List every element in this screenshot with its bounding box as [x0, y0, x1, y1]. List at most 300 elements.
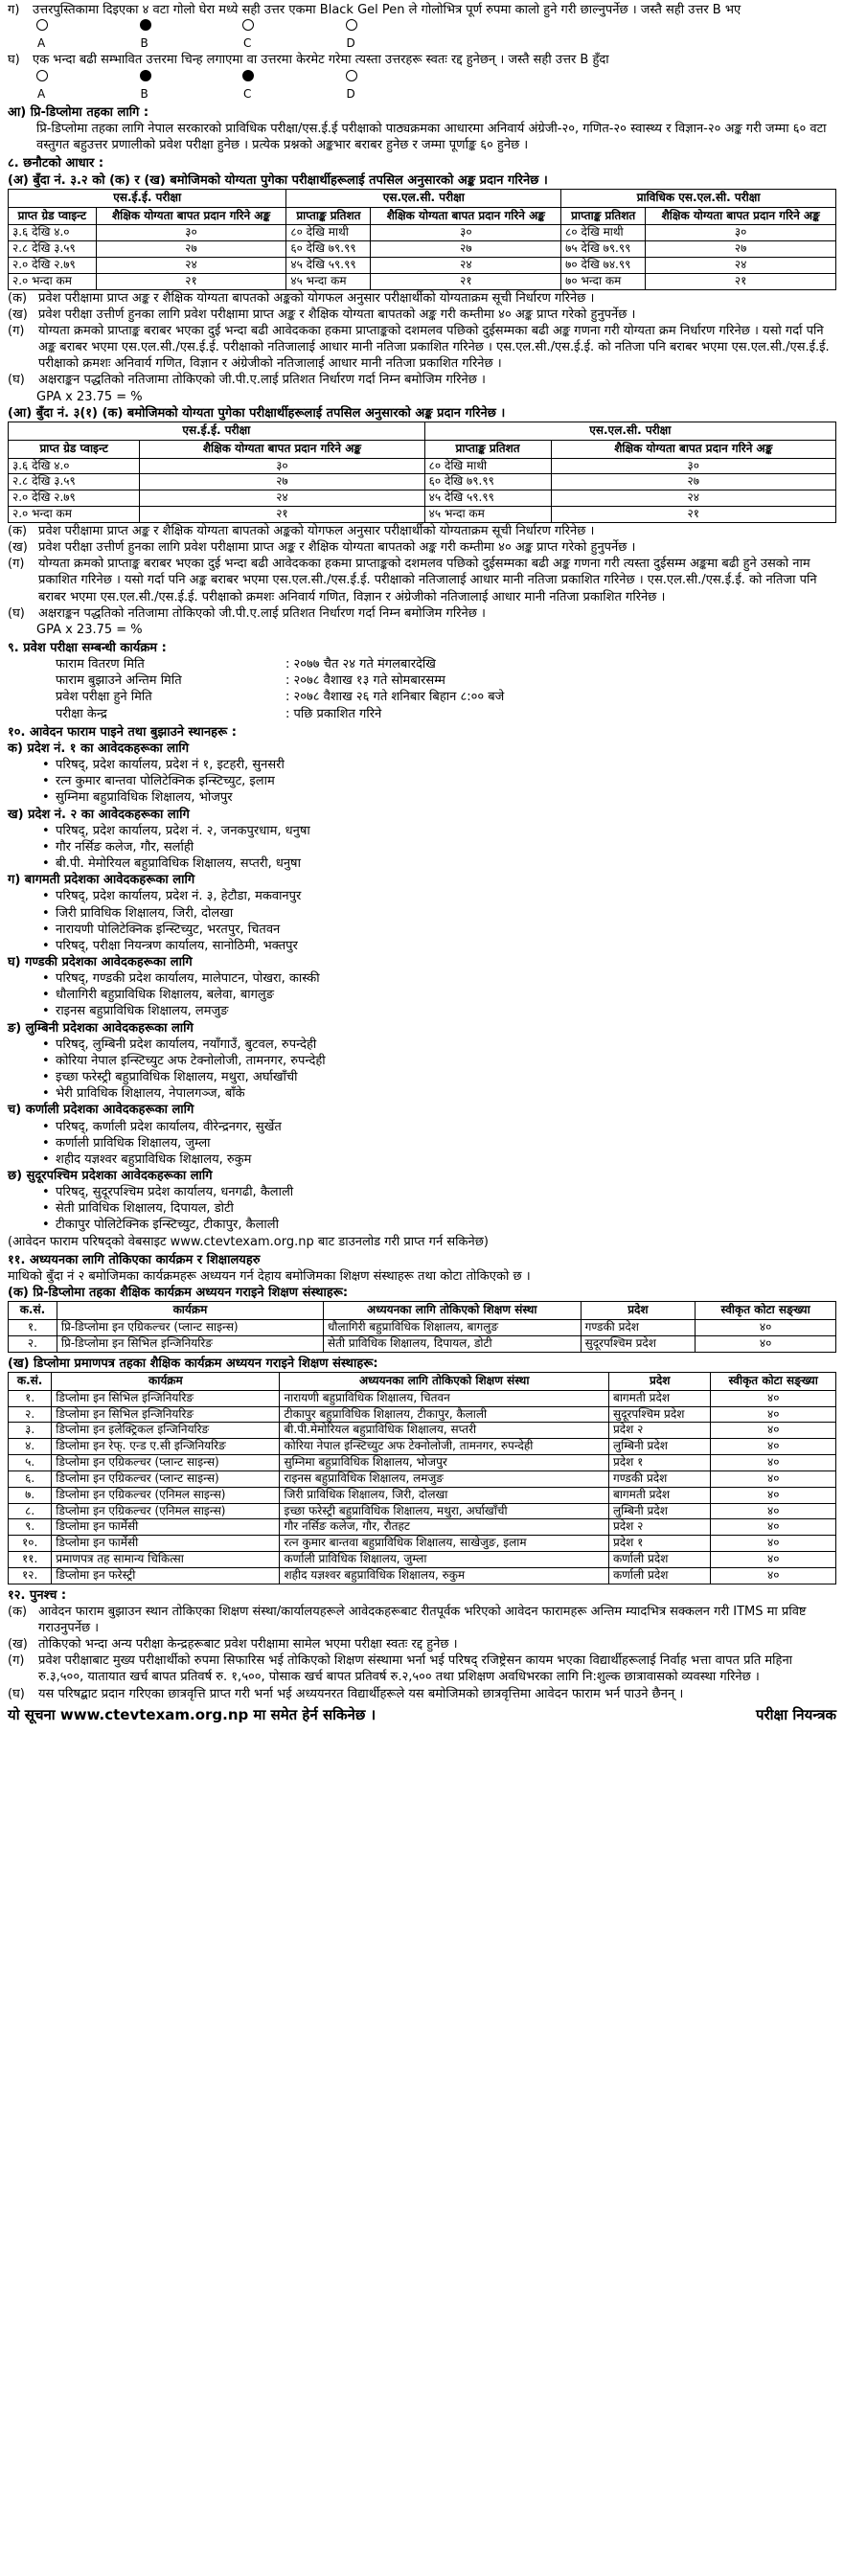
note-label: (घ) [8, 605, 25, 621]
note-text: प्रवेश परीक्षा उत्तीर्ण हुनका लागि प्रवेश परीक्षामा प्राप्त अङ्क र शैक्षिक योग्यता बापतको अङ्क गरी कम्तीमा ४० अङ्क प्राप्त गरेको हुनुपर्नेछ । [38, 307, 636, 322]
table-row [9, 1320, 836, 1336]
section8-sub-a: (अ) बुँदा नं. ३.२ को (क) र (ख) बमोजिमको योग्यता पुगेका परीक्षार्थीहरूलाई तपसिल अनुसारको अङ्क प्रदान गरिनेछ । [8, 172, 548, 188]
table-cell: ४० [696, 1320, 836, 1336]
list-item: • इच्छा फरेस्ट्री बहुप्राविधिक शिक्षालय, मथुरा, अर्घाखाँची [56, 1069, 836, 1085]
table-header: क.सं. [9, 1372, 52, 1390]
table-row [9, 490, 836, 507]
section8-title: ८. छनौटको आधार : [8, 156, 104, 171]
note-item [8, 605, 836, 622]
grading-table-2 [8, 422, 836, 523]
section12-title: १२. पुनश्च : [8, 1587, 67, 1603]
table-cell: ४० [711, 1567, 836, 1584]
province-block [8, 1020, 836, 1103]
table-cell: ३० [371, 225, 561, 241]
table1-header: प्राप्ताङ्क प्रतिशत [561, 207, 646, 225]
note-label: (क) [8, 1604, 28, 1619]
note-text: योग्यता क्रमको प्राप्ताङ्क बराबर भएका दुई भन्दा बढी आवेदकका हकमा प्राप्ताङ्कको दशमलव पछिको दुईसम्मका बढी अङ्क गणना गरी त्यस्ता दुईसम्म अङ्कमा बढी हुने उसको नाम प्रकाशित गरिनेछ । यसो गर्दा पनि अङ्क बराबर भएमा एस.एल.सी./एस.ई.ई. परीक्षाको नतिजालाई आधार मानी नतिजा प्रकाशित गरिनेछ । एस.एल.सी./एस.ई.ई. को नतिजा पनि बराबर भएमा एस.एल.सी./एस.ई.ई. परीक्षाको क्रमशः अनिवार्य गणित, विज्ञान र अंग्रेजीको नतिजालाई आधार मानी नतिजा प्रकाशित गरिनेछ । [38, 557, 817, 604]
note-label: (ख) [8, 307, 28, 322]
table-cell: २४ [96, 258, 286, 274]
table-row [9, 273, 836, 289]
answer-option [140, 70, 243, 103]
filled-circle-icon [140, 70, 151, 81]
list-item: • टीकापुर पोलिटेक्निक इन्स्टिच्युट, टीकापुर, कैलाली [56, 1217, 836, 1233]
table-cell: ४० [711, 1487, 836, 1503]
table-cell: ४० [711, 1390, 836, 1406]
filled-circle-icon [140, 19, 151, 31]
province-title: क) प्रदेश नं. १ का आवेदकहरूका लागि [8, 741, 190, 756]
note-item [8, 290, 836, 307]
diploma-programs-table [8, 1372, 836, 1584]
province-location-list [8, 1184, 836, 1233]
list-item: • राइनस बहुप्राविधिक शिक्षालय, लमजुङ [56, 1003, 836, 1019]
list-item: • बी.पी. मेमोरियल बहुप्राविधिक शिक्षालय, सप्तरी, धनुषा [56, 855, 836, 872]
list-item: • भेरी प्राविधिक शिक्षालय, नेपालगञ्ज, बाँके [56, 1085, 836, 1102]
option-letter: C [243, 36, 252, 51]
table-row [9, 474, 836, 490]
table-cell: डिप्लोमा इन फरेस्ट्री [52, 1567, 280, 1584]
table-row [9, 1455, 836, 1471]
province-title: छ) सुदूरपश्चिम प्रदेशका आवेदकहरूका लागि [8, 1169, 213, 1183]
table-cell: ७० देखि ७४.९९ [561, 258, 646, 274]
note-text: आवेदन फाराम बुझाउन स्थान तोकिएका शिक्षण संस्था/कार्यालयहरूले आवेदकहरूबाट रीतपूर्वक भरिएको आवेदन फारामहरू अन्तिम म्यादभित्र सक्कलन गरी ITMS मा प्रविष्ट गराउनुपर्नेछ । [38, 1604, 807, 1635]
empty-circle-icon [346, 19, 357, 31]
table-cell: सुदूरपश्चिम प्रदेश [608, 1406, 711, 1423]
note-text: प्रवेश परीक्षामा प्राप्त अङ्क र शैक्षिक योग्यता बापतको अङ्कको योगफल अनुसार परीक्षार्थीको योग्यताक्रम सूची निर्धारण गरिनेछ । [38, 523, 595, 538]
table-cell: ३० [96, 225, 286, 241]
answer-bubbles-example-2 [36, 70, 448, 103]
section11-intro: माथिको बुँदा नं २ बमोजिमका कार्यक्रमहरू अध्ययन गर्न देहाय बमोजिमका शिक्षण संस्थाहरू तथा कोटा तोकिएको छ । [8, 1268, 531, 1284]
table-cell: सुम्निमा बहुप्राविधिक शिक्षालय, भोजपुर [280, 1455, 609, 1471]
province-block [8, 954, 836, 1020]
note-text: प्रवेश परीक्षामा प्राप्त अङ्क र शैक्षिक योग्यता बापतको अङ्कको योगफल अनुसार परीक्षार्थीको योग्यताक्रम सूची निर्धारण गरिनेछ । [38, 290, 595, 306]
list-item: • परिषद्, कर्णाली प्रदेश कार्यालय, वीरेन्द्रनगर, सुर्खेत [56, 1119, 836, 1135]
table-cell: सुदूरपश्चिम प्रदेश [581, 1335, 696, 1352]
table-cell: २४ [646, 258, 836, 274]
table-row [9, 1406, 836, 1423]
table-header: प्रदेश [581, 1302, 696, 1320]
table-cell: २१ [646, 273, 836, 289]
table1-group-slc: एस.एल.सी. परीक्षा [286, 189, 561, 207]
table-cell: २१ [371, 273, 561, 289]
table-cell: २७ [96, 241, 286, 258]
table-cell: प्रि-डिप्लोमा इन एग्रिकल्चर (प्लान्ट साइन्स) [57, 1320, 323, 1336]
table-cell: डिप्लोमा इन एग्रिकल्चर (एनिमल साइन्स) [52, 1487, 280, 1503]
table-cell: ४० [711, 1455, 836, 1471]
table-cell: २७ [646, 241, 836, 258]
note-label: (ख) [8, 1637, 28, 1653]
list-item: • परिषद्, परीक्षा नियन्त्रण कार्यालय, सानोठिमी, भक्तपुर [56, 938, 836, 954]
gpa-formula-a: GPA x 23.75 = % [36, 389, 143, 404]
table-cell: १०. [9, 1536, 52, 1552]
note-item [8, 523, 836, 539]
table-cell: डिप्लोमा इन रेफ्. एन्ड ए.सी इन्जिनियरिङ [52, 1439, 280, 1455]
table-cell: लुम्बिनी प्रदेश [608, 1439, 711, 1455]
province-location-list [8, 1037, 836, 1103]
table-cell: इच्छा फरेस्ट्री बहुप्राविधिक शिक्षालय, मथुरा, अर्घाखाँची [280, 1503, 609, 1519]
note-item [8, 1636, 836, 1653]
table-cell: ८० देखि माथी [424, 458, 551, 474]
schedule-label: फाराम बुझाउने अन्तिम मिति [56, 673, 182, 689]
answer-option [346, 70, 449, 103]
schedule-value: : २०७७ चैत २४ गते मंगलबारदेखि [285, 657, 436, 672]
table-cell: ६० देखि ७९.९९ [286, 241, 371, 258]
table-cell: बी.पी.मेमोरियल बहुप्राविधिक शिक्षालय, सप्तरी [280, 1423, 609, 1439]
table-header: अध्ययनका लागि तोकिएको शिक्षण संस्था [280, 1372, 609, 1390]
table-cell: ३. [9, 1423, 52, 1439]
province-block [8, 741, 836, 807]
schedule-label: परीक्षा केन्द्र [56, 706, 107, 721]
option-letter: B [140, 36, 148, 51]
section8-notes-aa [8, 523, 836, 622]
table-cell: ७. [9, 1487, 52, 1503]
table-cell: प्रदेश १ [608, 1536, 711, 1552]
province-title: ग) बागमती प्रदेशका आवेदकहरूका लागि [8, 873, 195, 888]
table-row [9, 1503, 836, 1519]
option-letter: B [140, 86, 148, 101]
table-cell: डिप्लोमा इन सिभिल इन्जिनियरिङ [52, 1406, 280, 1423]
table-cell: २४ [140, 490, 424, 507]
table-cell: ४० [711, 1503, 836, 1519]
table-cell: २.८ देखि ३.५९ [9, 241, 97, 258]
table2-group-see: एस.ई.ई. परीक्षा [9, 422, 425, 440]
instruction-gha: घ) एक भन्दा बढी सम्भावित उत्तरमा चिन्ह लगाएमा वा उत्तरमा केरमेट गरेमा त्यस्ता उत्तरहरू स्वतः रद्द हुनेछन् । जस्तै सही उत्तर B हुँदा [8, 53, 609, 68]
table-cell: प्रदेश २ [608, 1519, 711, 1536]
province-title: ङ) लुम्बिनी प्रदेशका आवेदकहरूका लागि [8, 1020, 194, 1036]
table-cell: डिप्लोमा इन इलेक्ट्रिकल इन्जिनियरिङ [52, 1423, 280, 1439]
table-cell: रत्न कुमार बान्तवा बहुप्राविधिक शिक्षालय, साखेजुङ, इलाम [280, 1536, 609, 1552]
note-label: (क) [8, 523, 28, 538]
table-cell: डिप्लोमा इन एग्रिकल्चर (प्लान्ट साइन्स) [52, 1470, 280, 1487]
province-title: च) कर्णाली प्रदेशका आवेदकहरूका लागि [8, 1103, 194, 1118]
table-cell: शहीद यज्ञश्वर बहुप्राविधिक शिक्षालय, रुकुम [280, 1567, 609, 1584]
table-row [9, 507, 836, 523]
exam-schedule [56, 656, 836, 722]
list-item: • परिषद्, प्रदेश कार्यालय, प्रदेश नं. २, जनकपुरधाम, धनुषा [56, 823, 836, 839]
table-cell: २.८ देखि ३.५९ [9, 474, 140, 490]
schedule-value: : २०७८ वैशाख २६ गते शनिबार बिहान ८:०० बजे [285, 690, 505, 705]
note-label: (घ) [8, 1686, 25, 1701]
list-item: • परिषद्, सुदूरपश्चिम प्रदेश कार्यालय, धनगढी, कैलाली [56, 1184, 836, 1200]
table-cell: ३० [551, 458, 835, 474]
table-cell: जिरी प्राविधिक शिक्षालय, जिरी, दोलखा [280, 1487, 609, 1503]
table-row [9, 1567, 836, 1584]
table-cell: ४० [711, 1470, 836, 1487]
section9-title: ९. प्रवेश परीक्षा सम्बन्धी कार्यक्रम : [8, 641, 167, 655]
note-text: अक्षराङ्कन पद्धतिको नतिजामा तोकिएको जी.पी.ए.लाई प्रतिशत निर्धारण गर्दा निम्न बमोजिम गरिनेछ । [38, 373, 486, 388]
section11-title: ११. अध्ययनका लागि तोकिएका कार्यक्रम र शिक्षालयहरु [8, 1252, 261, 1267]
table-header: कार्यक्रम [52, 1372, 280, 1390]
footer-notice: यो सूचना www.ctevtexam.org.np मा समेत हेर्न सकिनेछ । [8, 1705, 376, 1723]
grading-table-1 [8, 189, 836, 290]
option-letter: D [346, 86, 355, 101]
table-cell: २४ [551, 490, 835, 507]
table-row [9, 1335, 836, 1352]
note-label: (घ) [8, 373, 25, 388]
province-location-list [8, 757, 836, 806]
table-cell: ४० [711, 1519, 836, 1536]
section-pre-diploma-title: आ) प्रि-डिप्लोमा तहका लागि : [8, 104, 149, 120]
table-cell: ४० [711, 1406, 836, 1423]
table-cell: २७ [371, 241, 561, 258]
table1-header: प्राप्ताङ्क प्रतिशत [286, 207, 371, 225]
note-item [8, 1604, 836, 1636]
table1-header: शैक्षिक योग्यता बापत प्रदान गरिने अङ्क [646, 207, 836, 225]
province-location-list [8, 823, 836, 872]
empty-circle-icon [36, 19, 48, 31]
footer-signature: परीक्षा नियन्त्रक [756, 1705, 836, 1723]
table1-group-see: एस.ई.ई. परीक्षा [9, 189, 286, 207]
option-letter: A [37, 86, 46, 101]
table-cell: प्रमाणपत्र तह सामान्य चिकित्सा [52, 1552, 280, 1568]
table-cell: बागमती प्रदेश [608, 1487, 711, 1503]
table-cell: ६. [9, 1470, 52, 1487]
table-row [9, 1519, 836, 1536]
schedule-label: फाराम वितरण मिति [56, 657, 145, 672]
schedule-value: : पछि प्रकाशित गरिने [285, 706, 382, 721]
table-cell: ४५ भन्दा कम [286, 273, 371, 289]
table-row [9, 458, 836, 474]
province-block [8, 1168, 836, 1234]
table-cell: टीकापुर बहुप्राविधिक शिक्षालय, टीकापुर, कैलाली [280, 1406, 609, 1423]
table-cell: ९. [9, 1519, 52, 1536]
table-cell: डिप्लोमा इन सिभिल इन्जिनियरिङ [52, 1390, 280, 1406]
table-cell: ६० देखि ७९.९९ [424, 474, 551, 490]
table-cell: ३० [646, 225, 836, 241]
table-cell: गण्डकी प्रदेश [608, 1470, 711, 1487]
table-cell: डिप्लोमा इन फार्मेसी [52, 1536, 280, 1552]
table-cell: २.० देखि २.७९ [9, 490, 140, 507]
table-row [9, 1552, 836, 1568]
table-cell: १. [9, 1320, 57, 1336]
table-cell: ८० देखि माथी [561, 225, 646, 241]
note-item [8, 1653, 836, 1685]
note-item [8, 372, 836, 388]
table-cell: २. [9, 1406, 52, 1423]
note-label: (क) [8, 290, 28, 306]
table-cell: १. [9, 1390, 52, 1406]
table-cell: ८. [9, 1503, 52, 1519]
province-location-list [8, 888, 836, 954]
list-item: • कर्णाली प्राविधिक शिक्षालय, जुम्ला [56, 1135, 836, 1151]
table-cell: २१ [551, 507, 835, 523]
note-item [8, 323, 836, 372]
table-cell: ७० भन्दा कम [561, 273, 646, 289]
province-block [8, 872, 836, 954]
table-cell: सेती प्राविधिक शिक्षालय, दिपायल, डोटी [324, 1335, 582, 1352]
table-cell: डिप्लोमा इन एग्रिकल्चर (एनिमल साइन्स) [52, 1503, 280, 1519]
instruction-ga: ग) उत्तरपुस्तिकामा दिइएका ४ वटा गोलो घेरा मध्ये सही उत्तर एकमा Black Gel Pen ले गोलोभित्र पूर्ण रुपमा कालो हुने गरी छाल्नुपर्नेछ । जस्तै सही उत्तर B भए [8, 3, 741, 17]
section8-notes-a [8, 290, 836, 389]
pre-diploma-programs-table [8, 1301, 836, 1352]
table2-header: शैक्षिक योग्यता बापत प्रदान गरिने अङ्क [551, 440, 835, 458]
table-cell: कर्णाली प्राविधिक शिक्षालय, जुम्ला [280, 1552, 609, 1568]
note-item [8, 539, 836, 556]
note-label: (ख) [8, 540, 28, 556]
table-cell: २.० देखि २.७९ [9, 258, 97, 274]
table-row [9, 258, 836, 274]
filled-circle-icon [242, 70, 254, 81]
table-cell: ४० [711, 1552, 836, 1568]
table-cell: राइनस बहुप्राविधिक शिक्षालय, लमजुङ [280, 1470, 609, 1487]
list-item: • धौलागिरी बहुप्राविधिक शिक्षालय, बलेवा, बागलुङ [56, 987, 836, 1003]
table-header: क.सं. [9, 1302, 57, 1320]
note-label: (ग) [8, 324, 25, 338]
answer-option [346, 19, 449, 52]
province-block [8, 1102, 836, 1168]
province-location-list [8, 1119, 836, 1168]
answer-option [242, 70, 346, 103]
table-cell: डिप्लोमा इन फार्मेसी [52, 1519, 280, 1536]
note-text: यस परिषद्बाट प्रदान गरिएका छात्रवृत्ति प्राप्त गरी भर्ना भई अध्ययनरत विद्यार्थीहरूले यस बमोजिमको छात्रवृत्तिमा आवेदन फाराम भर्न पाउने छैनन् । [38, 1686, 684, 1701]
table-cell: ४. [9, 1439, 52, 1455]
website-note: (आवेदन फाराम परिषद्को वेबसाइट www.ctevtexam.org.np बाट डाउनलोड गरी प्राप्त गर्न सकिनेछ) [8, 1234, 489, 1249]
table-cell: ३० [140, 458, 424, 474]
table-cell: नारायणी बहुप्राविधिक शिक्षालय, चितवन [280, 1390, 609, 1406]
note-label: (ग) [8, 557, 25, 572]
section-pre-diploma-text: प्रि-डिप्लोमा तहका लागि नेपाल सरकारको प्राविधिक परीक्षा/एस.ई.ई परीक्षाको पाठ्यक्रमका आधारमा अनिवार्य अंग्रेजी-२०, गणित-२० स्वास्थ्य र विज्ञान-२० अङ्क गरी जम्मा ६० वटा वस्तुगत बहुउत्तर प्रणालीको प्रवेश परीक्षा हुनेछ । प्रत्येक प्रश्नको अङ्कभार बराबर हुनेछ र जम्मा पूर्णाङ्क ६० हुनेछ । [36, 122, 827, 153]
application-locations [8, 741, 836, 1234]
list-item: • कोरिया नेपाल इन्स्टिच्युट अफ टेक्नोलोजी, तामनगर, रुपन्देही [56, 1053, 836, 1069]
note-item [8, 1686, 836, 1702]
table-cell: कर्णाली प्रदेश [608, 1567, 711, 1584]
table-row [9, 1423, 836, 1439]
table2-group-slc: एस.एल.सी. परीक्षा [424, 422, 835, 440]
table-cell: ४५ देखि ५९.९९ [424, 490, 551, 507]
section12-notes [8, 1604, 836, 1702]
table-cell: २१ [140, 507, 424, 523]
table-row [9, 1487, 836, 1503]
table-header: अध्ययनका लागि तोकिएको शिक्षण संस्था [324, 1302, 582, 1320]
table-cell: २.० भन्दा कम [9, 507, 140, 523]
list-item: • सेती प्राविधिक शिक्षालय, दिपायल, डोटी [56, 1200, 836, 1217]
empty-circle-icon [242, 19, 254, 31]
table-cell: २.० भन्दा कम [9, 273, 97, 289]
province-title: ख) प्रदेश नं. २ का आवेदकहरूका लागि [8, 807, 190, 822]
list-item: • परिषद्, लुम्बिनी प्रदेश कार्यालय, नयाँगाउँ, बुटवल, रुपन्देही [56, 1037, 836, 1053]
answer-option [140, 19, 243, 52]
province-block [8, 807, 836, 873]
option-letter: A [37, 36, 46, 51]
table-cell: ४० [711, 1423, 836, 1439]
table-cell: ४५ देखि ५९.९९ [286, 258, 371, 274]
table-cell: गण्डकी प्रदेश [581, 1320, 696, 1336]
list-item: • जिरी प्राविधिक शिक्षालय, जिरी, दोलखा [56, 905, 836, 922]
answer-bubbles-example-1 [36, 19, 448, 52]
empty-circle-icon [346, 70, 357, 81]
schedule-label: प्रवेश परीक्षा हुने मिति [56, 690, 152, 705]
answer-option [36, 70, 140, 103]
table-cell: प्रदेश २ [608, 1423, 711, 1439]
list-item: • सुम्निमा बहुप्राविधिक शिक्षालय, भोजपुर [56, 789, 836, 806]
note-item [8, 556, 836, 604]
schedule-value: : २०७८ वैशाख १३ गते सोमबारसम्म [285, 673, 445, 689]
table-cell: प्रि-डिप्लोमा इन सिभिल इन्जिनियरिङ [57, 1335, 323, 1352]
table1-header: प्राप्त ग्रेड प्वाइन्ट [9, 207, 97, 225]
table-cell: १२. [9, 1567, 52, 1584]
list-item: • परिषद्, प्रदेश कार्यालय, प्रदेश नं. ३, हेटौडा, मकवानपुर [56, 888, 836, 904]
table-cell: ७५ देखि ७९.९९ [561, 241, 646, 258]
table-cell: ४० [696, 1335, 836, 1352]
province-title: घ) गण्डकी प्रदेशका आवेदकहरूका लागि [8, 954, 193, 969]
table-header: स्वीकृत कोटा सङ्ख्या [711, 1372, 836, 1390]
footer [8, 1706, 836, 1725]
list-item: • परिषद्, गण्डकी प्रदेश कार्यालय, मालेपाटन, पोखरा, कास्की [56, 970, 836, 987]
table-cell: २. [9, 1335, 57, 1352]
table-cell: बागमती प्रदेश [608, 1390, 711, 1406]
table-row [9, 1390, 836, 1406]
list-item: • रत्न कुमार बान्तवा पोलिटेक्निक इन्स्टिच्युट, इलाम [56, 773, 836, 789]
table-cell: ३.६ देखि ४.० [9, 458, 140, 474]
section11-sub-ka: (क) प्रि-डिप्लोमा तहका शैक्षिक कार्यक्रम अध्ययन गराइने शिक्षण संस्थाहरू: [8, 1286, 349, 1301]
table-cell: २७ [551, 474, 835, 490]
table2-header: प्राप्ताङ्क प्रतिशत [424, 440, 551, 458]
table-cell: लुम्बिनी प्रदेश [608, 1503, 711, 1519]
table2-header: शैक्षिक योग्यता बापत प्रदान गरिने अङ्क [140, 440, 424, 458]
table-cell: प्रदेश १ [608, 1455, 711, 1471]
table-row [9, 225, 836, 241]
table-header: प्रदेश [608, 1372, 711, 1390]
table-cell: डिप्लोमा इन एग्रिकल्चर (प्लान्ट साइन्स) [52, 1455, 280, 1471]
section8-sub-aa: (आ) बुँदा नं. ३(१) (क) बमोजिमको योग्यता पुगेका परीक्षार्थीहरूलाई तपसिल अनुसारको अङ्क प्रदान गरिनेछ । [8, 405, 506, 421]
list-item: • गौर नर्सिङ कलेज, गौर, सर्लाही [56, 839, 836, 855]
table-cell: ४० [711, 1536, 836, 1552]
table-row [9, 1536, 836, 1552]
list-item: • परिषद्, प्रदेश कार्यालय, प्रदेश नं १, इटहरी, सुनसरी [56, 757, 836, 773]
table2-header: प्राप्त ग्रेड प्वाइन्ट [9, 440, 140, 458]
note-text: प्रवेश परीक्षा उत्तीर्ण हुनका लागि प्रवेश परीक्षामा प्राप्त अङ्क र शैक्षिक योग्यता बापतको अङ्क गरी कम्तीमा ४० अङ्क प्राप्त गरेको हुनुपर्नेछ । [38, 540, 636, 556]
note-text: प्रवेश परीक्षाबाट मुख्य परीक्षार्थीको रुपमा सिफारिस भई तोकिएको शिक्षण संस्थामा भर्ना भई परिषद् रजिष्ट्रेसन कायम भएका विद्यार्थीहरूलाई निर्वाह भत्ता वापत प्रति महिना रु.३,५००, यातायात खर्च बापत प्रतिवर्ष रु. १,५००, पोसाक खर्च बापत प्रतिवर्ष रु.२,५०० तथा प्रशिक्षण अवधिभरका लागि नि:शुल्क छात्रावासको व्यवस्था गरिनेछ । [38, 1653, 793, 1685]
table-cell: कर्णाली प्रदेश [608, 1552, 711, 1568]
note-text: योग्यता क्रमको प्राप्ताङ्क बराबर भएका दुई भन्दा बढी आवेदकका हकमा प्राप्ताङ्कको दशमलव पछिको दुईसम्मका बढी अङ्क गणना गरी योग्यता क्रम निर्धारण गरिनेछ । यसो गर्दा पनि अङ्क बराबर भएमा एस.एल.सी./एस.ई.ई. परीक्षाको नतिजालाई आधार मानी नतिजा प्रकाशित गरिनेछ । एस.एल.सी./एस.ई.ई. को नतिजा पनि बराबर भएमा एस.एल.सी./एस.ई.ई. परीक्षाको क्रमशः अनिवार्य गणित, विज्ञान र अंग्रेजीको नतिजालाई आधार मानी नतिजा प्रकाशित गरिनेछ । [38, 324, 830, 372]
section10-title: १०. आवेदन फाराम पाइने तथा बुझाउने स्थानहरू : [8, 724, 237, 740]
gpa-formula-aa: GPA x 23.75 = % [36, 622, 143, 637]
option-letter: D [346, 36, 355, 51]
empty-circle-icon [36, 70, 48, 81]
table-cell: कोरिया नेपाल इन्स्टिच्युट अफ टेक्नोलोजी, तामनगर, रुपन्देही [280, 1439, 609, 1455]
table-cell: ३.६ देखि ४.० [9, 225, 97, 241]
table-cell: ५. [9, 1455, 52, 1471]
table-cell: ११. [9, 1552, 52, 1568]
note-text: तोकिएको भन्दा अन्य परीक्षा केन्द्रहरूबाट प्रवेश परीक्षामा सामेल भएमा परीक्षा स्वतः रद्द हुनेछ । [38, 1637, 458, 1653]
table-row [9, 241, 836, 258]
note-label: (ग) [8, 1653, 25, 1669]
note-text: अक्षराङ्कन पद्धतिको नतिजामा तोकिएको जी.पी.ए.लाई प्रतिशत निर्धारण गर्दा निम्न बमोजिम गरिनेछ । [38, 605, 486, 621]
table-cell: २७ [140, 474, 424, 490]
province-location-list [8, 970, 836, 1019]
table-cell: ४० [711, 1439, 836, 1455]
table-cell: ८० देखि माथी [286, 225, 371, 241]
table-header: कार्यक्रम [57, 1302, 323, 1320]
table1-header: शैक्षिक योग्यता बापत प्रदान गरिने अङ्क [371, 207, 561, 225]
table-header: स्वीकृत कोटा सङ्ख्या [696, 1302, 836, 1320]
table-cell: ४५ भन्दा कम [424, 507, 551, 523]
answer-option [36, 19, 140, 52]
option-letter: C [243, 86, 252, 101]
table1-group-tslc: प्राविधिक एस.एल.सी. परीक्षा [561, 189, 836, 207]
section11-sub-kha: (ख) डिप्लोमा प्रमाणपत्र तहका शैक्षिक कार्यक्रम अध्ययन गराइने शिक्षण संस्थाहरू: [8, 1356, 378, 1371]
table-cell: गौर नर्सिङ कलेज, गौर, रौतहट [280, 1519, 609, 1536]
table-cell: २१ [96, 273, 286, 289]
table-row [9, 1439, 836, 1455]
answer-option [242, 19, 346, 52]
list-item: • नारायणी पोलिटेक्निक इन्स्टिच्युट, भरतपुर, चितवन [56, 922, 836, 938]
list-item: • शहीद यज्ञश्वर बहुप्राविधिक शिक्षालय, रुकुम [56, 1151, 836, 1168]
note-item [8, 307, 836, 323]
table1-header: शैक्षिक योग्यता बापत प्रदान गरिने अङ्क [96, 207, 286, 225]
table-row [9, 1470, 836, 1487]
table-cell: धौलागिरी बहुप्राविधिक शिक्षालय, बागलुङ [324, 1320, 582, 1336]
table-cell: २४ [371, 258, 561, 274]
